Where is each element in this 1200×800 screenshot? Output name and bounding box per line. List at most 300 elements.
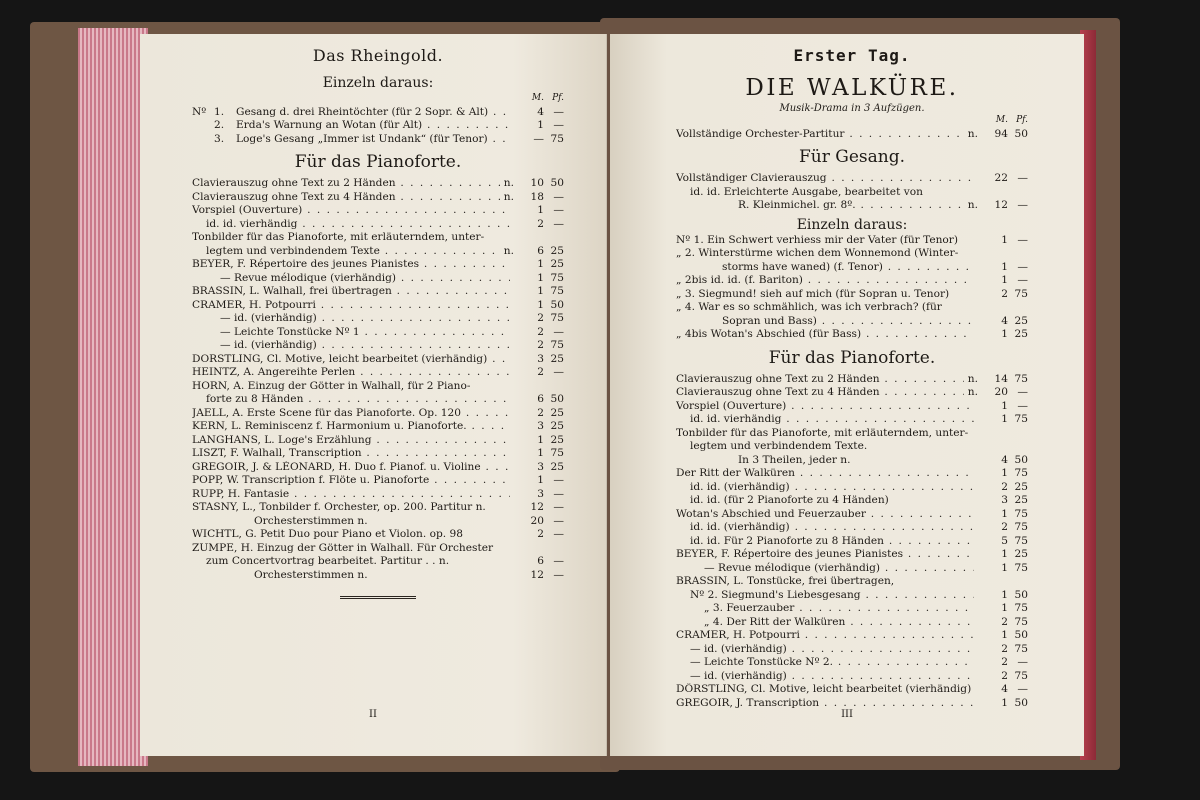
catalog-entry bbox=[676, 548, 1028, 562]
col-m-label: M. bbox=[995, 115, 1008, 125]
entry-price-mark: 2 bbox=[1001, 656, 1008, 668]
entry-text: id. id. vierhändig . . . bbox=[192, 218, 510, 232]
entry-price-pfennig: — bbox=[1017, 199, 1028, 211]
catalog-entry bbox=[676, 481, 1028, 495]
entry-price-mark: 1 bbox=[1001, 588, 1008, 601]
entry-text: POPP, W. Transcription f. Flöte u. Pianoforte . . . bbox=[192, 474, 510, 488]
catalog-entry bbox=[676, 440, 1028, 454]
catalog-entry bbox=[676, 234, 1028, 248]
entry-text: — id. (vierhändig) . . . bbox=[676, 643, 974, 657]
entry-text: RUPP, H. Fantasie . . . bbox=[192, 488, 510, 502]
folio-right: III bbox=[841, 709, 853, 720]
entry-text: id. id. (vierhändig) . . . bbox=[676, 521, 974, 535]
folio-left: II bbox=[369, 709, 377, 720]
entry-price-pfennig: 75 bbox=[550, 285, 564, 297]
entry-price-mark: 20 bbox=[530, 514, 544, 527]
col-pf-label: Pf. bbox=[1016, 115, 1028, 125]
catalog-entry bbox=[676, 172, 1028, 186]
entry-price-pfennig: 25 bbox=[550, 433, 564, 446]
catalog-entry bbox=[192, 204, 564, 218]
entry-text: Orchesterstimmen n. bbox=[254, 514, 368, 527]
entry-price-pfennig: 75 bbox=[550, 312, 564, 324]
excerpt-heading-right: Einzeln daraus: bbox=[796, 216, 908, 233]
catalog-entry bbox=[192, 245, 564, 259]
catalog-entry bbox=[676, 261, 1028, 275]
catalog-entry bbox=[192, 474, 564, 488]
catalog-entry bbox=[676, 427, 1028, 441]
entry-text: BRASSIN, L. Tonstücke, frei übertragen, bbox=[676, 575, 895, 587]
entry-text: Nº 1. Ein Schwert verhiess mir der Vater (für Tenor) bbox=[676, 233, 959, 246]
entry-price-pfennig: 25 bbox=[550, 420, 564, 432]
entry-net-mark: n. bbox=[503, 190, 514, 203]
entry-price-mark: 4 bbox=[1001, 314, 1008, 327]
opera-subtitle: Musik-Drama in 3 Aufzügen. bbox=[779, 103, 925, 114]
catalog-entry bbox=[192, 119, 564, 133]
entry-text: BEYER, F. Répertoire des jeunes Pianistes . . . bbox=[192, 258, 510, 272]
entry-net-mark: n. bbox=[967, 372, 978, 385]
left-page bbox=[140, 34, 607, 756]
catalog-entry bbox=[192, 393, 564, 407]
entry-price-mark: 6 bbox=[537, 244, 544, 257]
entry-text: — id. (vierhändig) . . . bbox=[676, 670, 974, 684]
entry-net-mark: n. bbox=[503, 177, 514, 189]
entry-price-pfennig: 50 bbox=[550, 393, 564, 405]
entry-text: forte zu 8 Händen . . . bbox=[192, 393, 510, 407]
entry-price-mark: 1 bbox=[537, 258, 544, 270]
column-header-row bbox=[192, 92, 564, 106]
entry-price-pfennig: 75 bbox=[1014, 413, 1028, 425]
entry-price-mark: 1 bbox=[537, 285, 544, 297]
entry-price-mark: 1 bbox=[1001, 602, 1008, 614]
entry-price-pfennig: 50 bbox=[1014, 696, 1028, 709]
entry-net-mark: n. bbox=[967, 199, 978, 211]
running-head-left: Das Rheingold. bbox=[312, 46, 444, 65]
entry-price-mark: 6 bbox=[537, 555, 544, 567]
catalog-entry bbox=[192, 447, 564, 461]
entry-price-pfennig: — bbox=[1017, 399, 1028, 412]
entry-text: Clavierauszug ohne Text zu 2 Händen . . . bbox=[192, 177, 500, 191]
entry-price-pfennig: 75 bbox=[1014, 669, 1028, 682]
catalog-entry bbox=[676, 656, 1028, 670]
entry-text: BRASSIN, L. Walhall, frei übertragen . . . bbox=[192, 285, 510, 299]
catalog-entry bbox=[192, 326, 564, 340]
entry-price-mark: 1 bbox=[537, 119, 544, 131]
entry-text: DÖRSTLING, Cl. Motive, leicht bearbeitet (vierhändig) bbox=[676, 683, 972, 695]
catalog-entry bbox=[676, 589, 1028, 603]
entry-text: id. id. Für 2 Pianoforte zu 8 Händen . . . bbox=[676, 535, 974, 549]
entry-price-mark: 2 bbox=[1001, 287, 1008, 300]
right-excerpt-list bbox=[676, 234, 1028, 342]
entry-text: GREGOIR, J. & LÉONARD, H. Duo f. Pianof. u. Violine . . . bbox=[192, 461, 510, 475]
catalog-entry bbox=[676, 199, 1028, 213]
entry-price-mark: 2 bbox=[1001, 669, 1008, 682]
opera-title: DIE WALKÜRE. bbox=[745, 75, 959, 101]
entry-text: Vorspiel (Ouverture) . . . bbox=[192, 204, 510, 218]
entry-text: Sopran und Bass) . . . bbox=[676, 315, 974, 329]
catalog-entry bbox=[192, 434, 564, 448]
entry-price-mark: 1 bbox=[537, 271, 544, 284]
entry-price-mark: 6 bbox=[537, 393, 544, 405]
catalog-entry bbox=[192, 191, 564, 205]
entry-price-pfennig: 50 bbox=[1014, 629, 1028, 641]
entry-text: — Revue mélodique (vierhändig) . . . bbox=[676, 562, 974, 576]
catalog-entry bbox=[192, 312, 564, 326]
col-m-label: M. bbox=[531, 93, 544, 103]
catalog-entry bbox=[676, 328, 1028, 342]
catalog-entry bbox=[676, 494, 1028, 508]
catalog-entry bbox=[676, 373, 1028, 387]
entry-price-mark: 1 bbox=[537, 204, 544, 216]
entry-price-mark: 1 bbox=[537, 433, 544, 446]
catalog-entry bbox=[676, 454, 1028, 468]
entry-price-pfennig: — bbox=[553, 325, 564, 338]
entry-text: HORN, A. Einzug der Götter in Walhall, für 2 Piano- bbox=[192, 379, 471, 392]
entry-price-pfennig: 50 bbox=[1014, 588, 1028, 601]
catalog-entry bbox=[676, 315, 1028, 329]
entry-text: id. id. (vierhändig) . . . bbox=[676, 481, 974, 495]
catalog-entry bbox=[192, 380, 564, 394]
entry-text: CRAMER, H. Potpourri . . . bbox=[192, 299, 510, 313]
left-piano-list bbox=[192, 177, 564, 582]
entry-text: STASNY, L., Tonbilder f. Orchester, op. 200. Partitur n. bbox=[192, 501, 486, 513]
entry-text: GREGOIR, J. Transcription . . . bbox=[676, 697, 974, 711]
entry-price-pfennig: 25 bbox=[550, 244, 564, 257]
entry-price-mark: 22 bbox=[994, 172, 1008, 184]
entry-text: „ 4bis Wotan's Abschied (für Bass) . . . bbox=[676, 328, 974, 342]
entry-text: — id. (vierhändig) . . . bbox=[192, 339, 510, 353]
running-head-right: Erster Tag. bbox=[793, 46, 911, 65]
catalog-entry bbox=[676, 386, 1028, 400]
entry-price-pfennig: — bbox=[553, 501, 564, 513]
catalog-entry bbox=[676, 508, 1028, 522]
entry-text: Tonbilder für das Pianoforte, mit erläuterndem, unter- bbox=[192, 231, 485, 243]
entry-price-mark: 1 bbox=[1001, 467, 1008, 479]
entry-price-mark: 1 bbox=[1001, 696, 1008, 709]
entry-price-pfennig: — bbox=[553, 487, 564, 500]
entry-price-mark: 2 bbox=[537, 528, 544, 540]
entry-price-pfennig: — bbox=[553, 105, 564, 118]
catalog-entry bbox=[192, 569, 564, 583]
entry-price-mark: 14 bbox=[994, 372, 1008, 385]
entry-price-pfennig: — bbox=[1017, 274, 1028, 286]
catalog-entry bbox=[676, 562, 1028, 576]
entry-price-pfennig: 25 bbox=[550, 258, 564, 270]
col-pf-label: Pf. bbox=[552, 93, 564, 103]
catalog-entry bbox=[192, 528, 564, 542]
entry-text: — Leichte Tonstücke Nº 1 . . . bbox=[192, 326, 510, 340]
score-row-mark: n. bbox=[967, 127, 978, 140]
end-rule bbox=[340, 596, 416, 599]
entry-text: DORSTLING, Cl. Motive, leicht bearbeitet (vierhändig) . . . bbox=[192, 353, 510, 367]
entry-price-mark: 2 bbox=[537, 312, 544, 324]
entry-price-mark: 5 bbox=[1001, 534, 1008, 547]
score-row-pf: 50 bbox=[1014, 127, 1028, 140]
entry-price-mark: 1 bbox=[1001, 507, 1008, 520]
score-row-m: 94 bbox=[994, 127, 1008, 140]
entry-price-pfennig: — bbox=[1017, 233, 1028, 246]
catalog-entry bbox=[676, 616, 1028, 630]
entry-price-pfennig: — bbox=[553, 119, 564, 131]
catalog-entry bbox=[192, 285, 564, 299]
entry-price-mark: 2 bbox=[1001, 642, 1008, 655]
entry-text: id. id. (für 2 Pianoforte zu 4 Händen) bbox=[690, 494, 889, 506]
entry-price-pfennig: 25 bbox=[1014, 314, 1028, 327]
entry-price-mark: 12 bbox=[530, 568, 544, 581]
entry-price-mark: 1 bbox=[1001, 328, 1008, 340]
entry-price-pfennig: — bbox=[553, 474, 564, 486]
entry-text: HEINTZ, A. Angereihte Perlen . . . bbox=[192, 366, 510, 380]
entry-text: Der Ritt der Walküren . . . bbox=[676, 467, 974, 481]
entry-price-mark: 1 bbox=[1001, 274, 1008, 286]
catalog-entry bbox=[676, 602, 1028, 616]
entry-price-pfennig: — bbox=[553, 555, 564, 567]
entry-text: id. id. vierhändig . . . bbox=[676, 413, 974, 427]
entry-price-pfennig: 75 bbox=[1014, 467, 1028, 479]
entry-text: KERN, L. Reminiscenz f. Harmonium u. Pianoforte. . . . bbox=[192, 420, 510, 434]
entry-text: ZUMPE, H. Einzug der Götter in Walhall. Für Orchester bbox=[192, 541, 494, 554]
entry-price-mark: 1 bbox=[1001, 233, 1008, 246]
right-vocal-list bbox=[676, 172, 1028, 213]
entry-price-mark: 2 bbox=[1001, 521, 1008, 533]
section-vocal-right: Für Gesang. bbox=[798, 147, 905, 167]
catalog-entry bbox=[192, 488, 564, 502]
entry-price-pfennig: 25 bbox=[550, 460, 564, 473]
entry-text: legtem und verbindendem Texte . . . bbox=[192, 245, 500, 259]
entry-text: storms have waned) (f. Tenor) . . . bbox=[676, 261, 974, 275]
catalog-entry bbox=[192, 231, 564, 245]
entry-text: „ 3. Feuerzauber . . . bbox=[676, 602, 974, 616]
entry-text: WICHTL, G. Petit Duo pour Piano et Violon. op. 98 bbox=[192, 528, 463, 540]
catalog-entry bbox=[676, 643, 1028, 657]
entry-price-pfennig: 75 bbox=[550, 339, 564, 351]
entry-price-pfennig: — bbox=[553, 528, 564, 540]
entry-text bbox=[192, 106, 510, 120]
catalog-entry bbox=[676, 575, 1028, 589]
catalog-entry bbox=[676, 301, 1028, 315]
entry-price-mark: 3 bbox=[537, 460, 544, 473]
entry-text: „ 4. War es so schmählich, was ich verbrach? (für bbox=[676, 301, 942, 313]
entry-price-pfennig: 25 bbox=[550, 406, 564, 419]
catalog-entry bbox=[676, 683, 1028, 697]
entry-price-pfennig: 75 bbox=[550, 132, 564, 145]
entry-price-pfennig: 25 bbox=[1014, 480, 1028, 493]
entry-price-mark: 2 bbox=[1001, 615, 1008, 628]
entry-price-pfennig: 75 bbox=[1014, 602, 1028, 614]
entry-text: Vorspiel (Ouverture) . . . bbox=[676, 400, 974, 414]
catalog-entry bbox=[676, 697, 1028, 711]
catalog-entry bbox=[676, 535, 1028, 549]
catalog-entry bbox=[676, 186, 1028, 200]
catalog-entry bbox=[676, 247, 1028, 261]
catalog-entry bbox=[192, 420, 564, 434]
entry-title: Erda's Warnung an Wotan (für Alt) bbox=[236, 119, 423, 131]
catalog-entry bbox=[676, 629, 1028, 643]
entry-price-pfennig: 75 bbox=[550, 447, 564, 459]
entry-price-pfennig: 50 bbox=[1014, 453, 1028, 466]
entry-price-pfennig: 50 bbox=[550, 298, 564, 311]
entry-price-mark: 2 bbox=[537, 325, 544, 338]
column-header-row-right bbox=[676, 114, 1028, 128]
entry-price-mark: 4 bbox=[537, 105, 544, 118]
catalog-entry bbox=[676, 670, 1028, 684]
entry-price-mark: 1 bbox=[537, 447, 544, 459]
catalog-entry bbox=[676, 400, 1028, 414]
entry-price-mark: 1 bbox=[537, 474, 544, 486]
entry-price-mark: 20 bbox=[994, 386, 1008, 398]
catalog-entry bbox=[192, 542, 564, 556]
entry-title: Gesang d. drei Rheintöchter (für 2 Sopr. & Alt) bbox=[236, 105, 489, 118]
right-page bbox=[610, 34, 1084, 756]
entry-price-mark: 3 bbox=[537, 487, 544, 500]
entry-price-mark: 2 bbox=[537, 217, 544, 230]
section-piano-left: Für das Pianoforte. bbox=[294, 152, 462, 172]
entry-price-pfennig: 25 bbox=[1014, 494, 1028, 506]
entry-text: Clavierauszug ohne Text zu 4 Händen . . . bbox=[192, 191, 500, 205]
entry-text: — Leichte Tonstücke Nº 2. . . . bbox=[676, 656, 974, 670]
entry-text: legtem und verbindendem Texte. bbox=[690, 440, 868, 452]
catalog-entry bbox=[192, 133, 564, 147]
entry-title: Loge's Gesang „Immer ist Undank“ (für Tenor) bbox=[236, 132, 488, 145]
entry-price-pfennig: 25 bbox=[1014, 548, 1028, 560]
entry-price-pfennig: 75 bbox=[1014, 521, 1028, 533]
entry-text: Clavierauszug ohne Text zu 4 Händen . . . bbox=[676, 386, 964, 400]
entry-text: Tonbilder für das Pianoforte, mit erläuterndem, unter- bbox=[676, 426, 969, 439]
entry-text: „ 3. Siegmund! sieh auf mich (für Sopran u. Tenor) bbox=[676, 287, 950, 300]
entry-price-mark: — bbox=[533, 132, 544, 145]
entry-price-pfennig: 25 bbox=[550, 352, 564, 365]
catalog-entry bbox=[192, 353, 564, 367]
entry-price-mark: 1 bbox=[1001, 413, 1008, 425]
entry-price-mark: 18 bbox=[530, 190, 544, 203]
entry-text: „ 2. Winterstürme wichen dem Wonnemond (Winter- bbox=[676, 247, 959, 259]
entry-text: Clavierauszug ohne Text zu 2 Händen . . . bbox=[676, 373, 964, 387]
entry-text: id. id. Erleichterte Ausgabe, bearbeitet von bbox=[690, 185, 923, 198]
entry-text: — Revue mélodique (vierhändig) . . . bbox=[192, 272, 510, 286]
entry-text bbox=[192, 133, 510, 147]
entry-price-pfennig: — bbox=[553, 190, 564, 203]
entry-text: CRAMER, H. Potpourri . . . bbox=[676, 629, 974, 643]
entry-price-mark: 2 bbox=[537, 339, 544, 351]
entry-text: zum Concertvortrag bearbeitet. Partitur . . n. bbox=[206, 555, 450, 567]
page-edges bbox=[78, 28, 148, 766]
entry-number: 3. bbox=[214, 132, 225, 145]
left-vocal-list bbox=[192, 106, 564, 147]
entry-price-mark: 1 bbox=[537, 298, 544, 311]
entry-text: LISZT, F. Walhall, Transcription . . . bbox=[192, 447, 510, 461]
entry-price-pfennig: 75 bbox=[550, 271, 564, 284]
entry-price-mark: 1 bbox=[1001, 260, 1008, 273]
catalog-entry bbox=[676, 288, 1028, 302]
entry-text: „ 2bis id. id. (f. Bariton) . . . bbox=[676, 274, 974, 288]
entry-price-mark: 12 bbox=[530, 501, 544, 513]
score-row-text: Vollständige Orchester-Partitur . . . bbox=[676, 128, 964, 142]
catalog-entry bbox=[192, 258, 564, 272]
score-row bbox=[676, 128, 1028, 142]
entry-price-mark: 10 bbox=[530, 177, 544, 189]
excerpt-heading-left: Einzeln daraus: bbox=[322, 75, 434, 91]
entry-price-pfennig: 75 bbox=[1014, 642, 1028, 655]
entry-price-mark: 4 bbox=[1001, 453, 1008, 466]
entry-text: In 3 Theilen, jeder n. bbox=[738, 453, 851, 466]
entry-price-pfennig: 75 bbox=[1014, 615, 1028, 628]
entry-price-pfennig: 75 bbox=[1014, 372, 1028, 385]
entry-net-mark: n. bbox=[503, 244, 514, 257]
section-piano-right: Für das Pianoforte. bbox=[768, 347, 936, 368]
entry-text: Wotan's Abschied und Feuerzauber . . . bbox=[676, 508, 974, 522]
entry-text: R. Kleinmichel. gr. 8º. . . . bbox=[676, 199, 964, 213]
entry-price-pfennig: — bbox=[1017, 386, 1028, 398]
catalog-entry bbox=[192, 218, 564, 232]
catalog-entry bbox=[676, 274, 1028, 288]
entry-text: Orchesterstimmen n. bbox=[254, 568, 368, 581]
entry-price-pfennig: — bbox=[553, 204, 564, 216]
entry-price-mark: 2 bbox=[537, 366, 544, 378]
entry-price-pfennig: — bbox=[1017, 683, 1028, 695]
entry-price-mark: 2 bbox=[1001, 480, 1008, 493]
catalog-entry bbox=[676, 521, 1028, 535]
entry-price-mark: 3 bbox=[537, 352, 544, 365]
entry-price-pfennig: 75 bbox=[1014, 534, 1028, 547]
entry-text: Vollständiger Clavierauszug . . . bbox=[676, 172, 974, 186]
entry-price-mark: 12 bbox=[994, 199, 1008, 211]
catalog-entry bbox=[192, 299, 564, 313]
entry-price-pfennig: — bbox=[553, 366, 564, 378]
entry-price-pfennig: — bbox=[553, 514, 564, 527]
catalog-entry bbox=[192, 339, 564, 353]
catalog-entry bbox=[192, 106, 564, 120]
catalog-entry bbox=[192, 515, 564, 529]
entry-price-pfennig: — bbox=[1017, 656, 1028, 668]
entry-price-pfennig: — bbox=[553, 568, 564, 581]
entry-price-pfennig: 75 bbox=[1014, 561, 1028, 574]
catalog-entry bbox=[192, 501, 564, 515]
catalog-entry bbox=[676, 467, 1028, 481]
entry-price-pfennig: 25 bbox=[1014, 328, 1028, 340]
catalog-entry bbox=[192, 407, 564, 421]
catalog-entry bbox=[676, 413, 1028, 427]
entry-price-mark: 4 bbox=[1001, 683, 1008, 695]
entry-text: JAELL, A. Erste Scene für das Pianoforte. Op. 120 . . . bbox=[192, 407, 510, 421]
entry-price-mark: 1 bbox=[1001, 548, 1008, 560]
catalog-entry bbox=[192, 177, 564, 191]
entry-price-pfennig: — bbox=[553, 217, 564, 230]
entry-price-pfennig: — bbox=[1017, 260, 1028, 273]
entry-price-pfennig: 75 bbox=[1014, 287, 1028, 300]
catalog-entry bbox=[192, 555, 564, 569]
entry-text: — id. (vierhändig) . . . bbox=[192, 312, 510, 326]
entry-text: Nº 2. Siegmund's Liebesgesang . . . bbox=[676, 589, 974, 603]
entry-no: Nº bbox=[192, 105, 207, 118]
right-piano-list bbox=[676, 373, 1028, 711]
entry-price-mark: 1 bbox=[1001, 561, 1008, 574]
entry-text: „ 4. Der Ritt der Walküren . . . bbox=[676, 616, 974, 630]
catalog-entry bbox=[192, 461, 564, 475]
entry-text bbox=[192, 119, 510, 133]
entry-text: BEYER, F. Répertoire des jeunes Pianistes . . . bbox=[676, 548, 974, 562]
entry-net-mark: n. bbox=[967, 386, 978, 398]
entry-price-mark: 1 bbox=[1001, 399, 1008, 412]
entry-price-mark: 2 bbox=[537, 406, 544, 419]
entry-text: LANGHANS, L. Loge's Erzählung . . . bbox=[192, 434, 510, 448]
entry-price-mark: 3 bbox=[537, 420, 544, 432]
entry-price-pfennig: 50 bbox=[550, 177, 564, 189]
entry-price-pfennig: 75 bbox=[1014, 507, 1028, 520]
entry-price-pfennig: — bbox=[1017, 172, 1028, 184]
entry-price-mark: 3 bbox=[1001, 494, 1008, 506]
entry-number: 2. bbox=[214, 119, 225, 131]
catalog-entry bbox=[192, 272, 564, 286]
catalog-entry bbox=[192, 366, 564, 380]
